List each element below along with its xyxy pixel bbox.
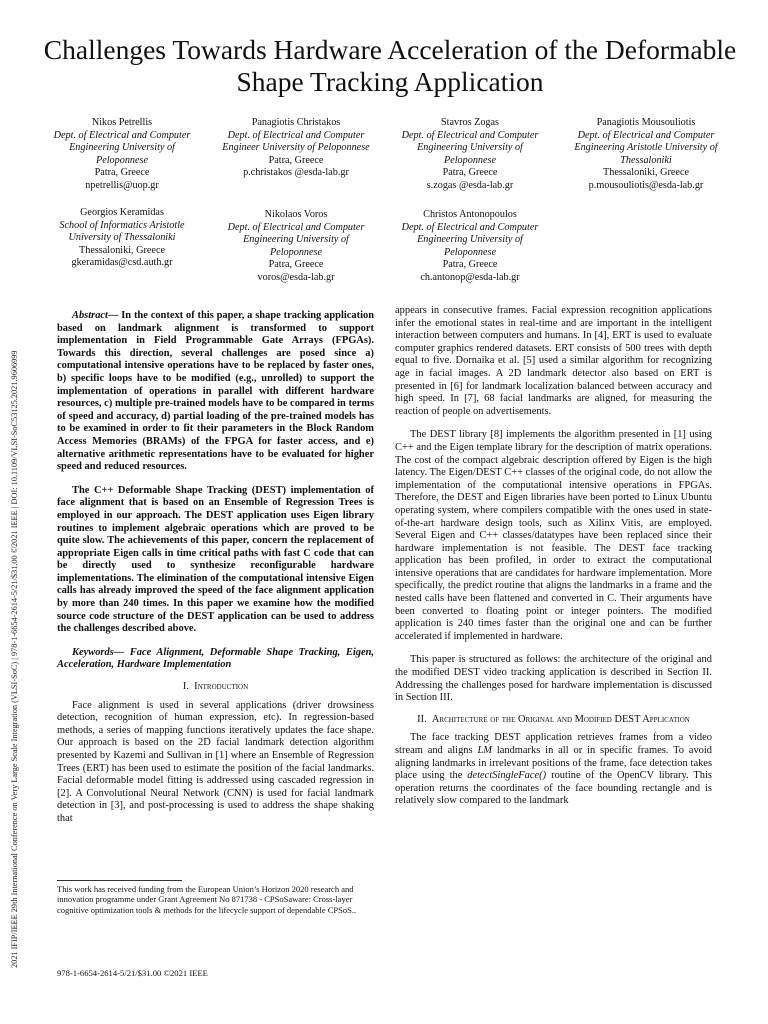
footnote-rule — [57, 880, 182, 881]
author-name: Panagiotis Christakos — [251, 117, 341, 128]
author-block — [48, 207, 196, 270]
author-location: Patra, Greece — [268, 259, 324, 271]
author-email: ch.antonop@esda-lab.gr — [420, 271, 520, 283]
author-block — [222, 209, 370, 285]
section-heading-architecture — [395, 714, 712, 727]
text-run: landmarks in all or in specific frames. To avoid aligning landmarks in irrelevant positions of the frame, face detection takes place using the — [395, 745, 712, 782]
text-run: routine of the OpenCV library. This operation returns the coordinates of the face bounding rectangle and is relatively slow compared to the landmark — [395, 770, 712, 807]
author-location: Patra, Greece — [442, 167, 498, 179]
keywords — [57, 647, 374, 672]
author-affiliation: Dept. of Electrical and Computer Engineering University of Peloponnese — [401, 129, 539, 166]
side-doi-strip: 2021 IFIP/IEEE 29th International Conference on Very Large Scale Integration (VLSI-SoC) | 978-1-6654-2614-5/21/$31.00 ©2021 IEEE | DOI: 10.1109/VLSI-SoC53125.2021.9606999 — [10, 350, 19, 968]
section-heading-introduction — [57, 681, 374, 694]
author-location: Patra, Greece — [94, 167, 150, 179]
body-paragraph: appears in consecutive frames. Facial expression recognition applications infer the emotional states in real-time and are important in the intelligent interaction between computers and humans. In [4], ERT is used to evaluate computer graphics rendered datasets. ERT consists of 500 trees with depth equal to five. Dornaika et al. [5] used a similar algorithm for recognizing age in facial images. A 2D landmark detector also based on ERT is presented in [6] for landmark localization balanced between accuracy and high speed. In [7], 68 facial landmarks are aligned, for measuring the reaction of people on advertisements. — [395, 305, 712, 417]
abstract-paragraph — [57, 310, 374, 474]
author-affiliation: School of Informatics Aristotle University of Thessaloniki — [59, 219, 185, 244]
section-title: Introduction — [194, 681, 249, 693]
author-block — [222, 117, 370, 180]
section-number: I. — [182, 681, 189, 693]
author-name: Stavros Zogas — [440, 117, 499, 128]
author-location: Patra, Greece — [268, 154, 324, 166]
author-block — [48, 117, 196, 193]
author-email: gkeramidas@csd.auth.gr — [71, 257, 173, 269]
intro-paragraph: Face alignment is used in several applications (driver drowsiness detection, recognition of human expression, etc). In regression-based methods, a series of mapping functions iteratively updates the face shape. Our approach is based on the 2D facial landmark detection algorithm presented by Kazemi and Sullivan in [1] where an Ensemble of Regression Trees (ERT) has been used to estimate the position of the facial landmarks. Facial deformable model fitting is addressed using cascaded regression in [2]. A Convolutional Neural Network (CNN) is used for facial landmark detection in [3], and post-processing is used to address the shape shaking that — [57, 699, 374, 824]
footnote: This work has received funding from the European Union’s Horizon 2020 research and innovation programme under Grant Agreement No 871738 - CPSoSaware: Cross-layer cognitive optimization tools & methods for the lifecycle support of dependable CPSoS.. — [57, 884, 357, 915]
text-run: The face tracking DEST application retrieves frames from a video stream and aligns — [395, 732, 712, 756]
author-email: npetrellis@uop.gr — [85, 179, 159, 191]
author-email: s.zogas @esda-lab.gr — [426, 179, 514, 191]
author-location: Thessaloniki, Greece — [603, 167, 689, 179]
author-affiliation: Dept. of Electrical and Computer Engineering University of Peloponnese — [227, 221, 365, 258]
left-column — [57, 310, 374, 826]
author-email: p.mousouliotis@esda-lab.gr — [588, 179, 704, 191]
body-paragraph: The DEST library [8] implements the algorithm presented in [1] using C++ and the Eigen template library for the description of matrix operations. The cost of the compact algebraic description offered by Eigen is the high latency. The Eigen/DEST C++ classes of the original code, do not allow the implementation of the computational intensive operations in FPGAs. Therefore, the DEST and Eigen libraries have been ported to Linux Ubuntu operating system, where compilers compatible with the ones used in state-of-the-art hardware design tools, such as Xilinx Vitis, are employed. Several Eigen and C++ classes/datatypes have been replaced since their hardware implementation is not feasible. The DEST face tracking application has been profiled, in order to extract the computational intensive operations that are candidates for hardware implementation. More specifically, the predict routine that aligns the landmarks in a frame and the nested calls have been flattened and converted in C. Their arguments have been converted to floating point or integer pointers. The modified application is 240 times faster than the original one and can be further accelerated if implemented in hardware. — [395, 429, 712, 642]
body-paragraph — [395, 732, 712, 808]
author-name: Georgios Keramidas — [80, 207, 164, 218]
author-block — [572, 117, 720, 193]
abstract-text: — In the context of this paper, a shape tracking application based on landmark alignment is transformed to support implementation in Field Programmable Gate Arrays (FPGAs). Towards this direction, several challenges are posed since a) computational intensive operations have to be replaced by faster ones, b) specific loops have to be modified (e.g., unrolled) to support the implementation of operations in parallel with different hardware resources, c) multiple pre-trained models have to be compared in terms of speed and accuracy, d) partial loading of the pre-trained models has to be examined in order to fit their parameters in the Block Random Access Memories (BRAMs) of the FPGA for faster access, and e) alternative arithmetic representations have to be evaluated for higher speed and reduced resources. — [57, 310, 374, 473]
section-number: II. — [417, 713, 427, 725]
author-affiliation: Dept. of Electrical and Computer Engineering Aristotle University of Thessaloniki — [574, 129, 718, 166]
code-reference: detectSingleFace() — [467, 770, 547, 782]
paper-title: Challenges Towards Hardware Acceleration of the Deformable Shape Tracking Application — [43, 34, 737, 97]
author-affiliation: Dept. of Electrical and Computer Engineering University of Peloponnese — [401, 221, 539, 258]
author-block — [396, 117, 544, 193]
abstract-paragraph-2: The C++ Deformable Shape Tracking (DEST) implementation of face alignment that is based on an Ensemble of Regression Trees is employed in our approach. The DEST application uses Eigen library routines to implement algebraic operations which are proved to be quite slow. The achievements of this paper, concern the replacement of appropriate Eigen calls in time critical paths with fast C code that can be directly used to synthesize reconfigurable hardware implementations. The elimination of the computational intensive Eigen calls has already improved the speed of the face alignment application by more than 240 times. In this paper we examine how the modified source code structure of the DEST application can be used to address the challenges described above. — [57, 484, 374, 635]
author-name: Nikolaos Voros — [264, 209, 328, 220]
author-name: Nikos Petrellis — [91, 117, 153, 128]
math-symbol: LM — [477, 745, 492, 756]
body-paragraph: This paper is structured as follows: the architecture of the original and the modified DEST video tracking application is described in Section II. Addressing the challenges posed for hardware implementation is discussed in Section III. — [395, 654, 712, 704]
author-location: Thessaloniki, Greece — [79, 244, 165, 256]
abstract-label: Abstract — [72, 310, 108, 321]
author-name: Christos Antonopoulos — [423, 209, 517, 220]
right-column — [395, 305, 712, 808]
keywords-text: Face Alignment, Deformable Shape Tracking, Eigen, Acceleration, Hardware Implementation — [57, 646, 374, 671]
keywords-label: Keywords— — [72, 646, 125, 658]
author-affiliation: Dept. of Electrical and Computer Engineering University of Peloponnese — [53, 129, 191, 166]
author-location: Patra, Greece — [442, 259, 498, 271]
author-email: p.christakos @esda-lab.gr — [243, 167, 349, 179]
author-name: Panagiotis Mousouliotis — [596, 117, 696, 128]
author-email: voros@esda-lab.gr — [257, 271, 335, 283]
author-affiliation: Dept. of Electrical and Computer Engineer University of Peloponnese — [222, 129, 370, 154]
author-block — [396, 209, 544, 285]
section-title: Architecture of the Original and Modified DEST Application — [431, 713, 690, 725]
page-footer: 978-1-6654-2614-5/21/$31.00 ©2021 IEEE — [57, 968, 208, 978]
